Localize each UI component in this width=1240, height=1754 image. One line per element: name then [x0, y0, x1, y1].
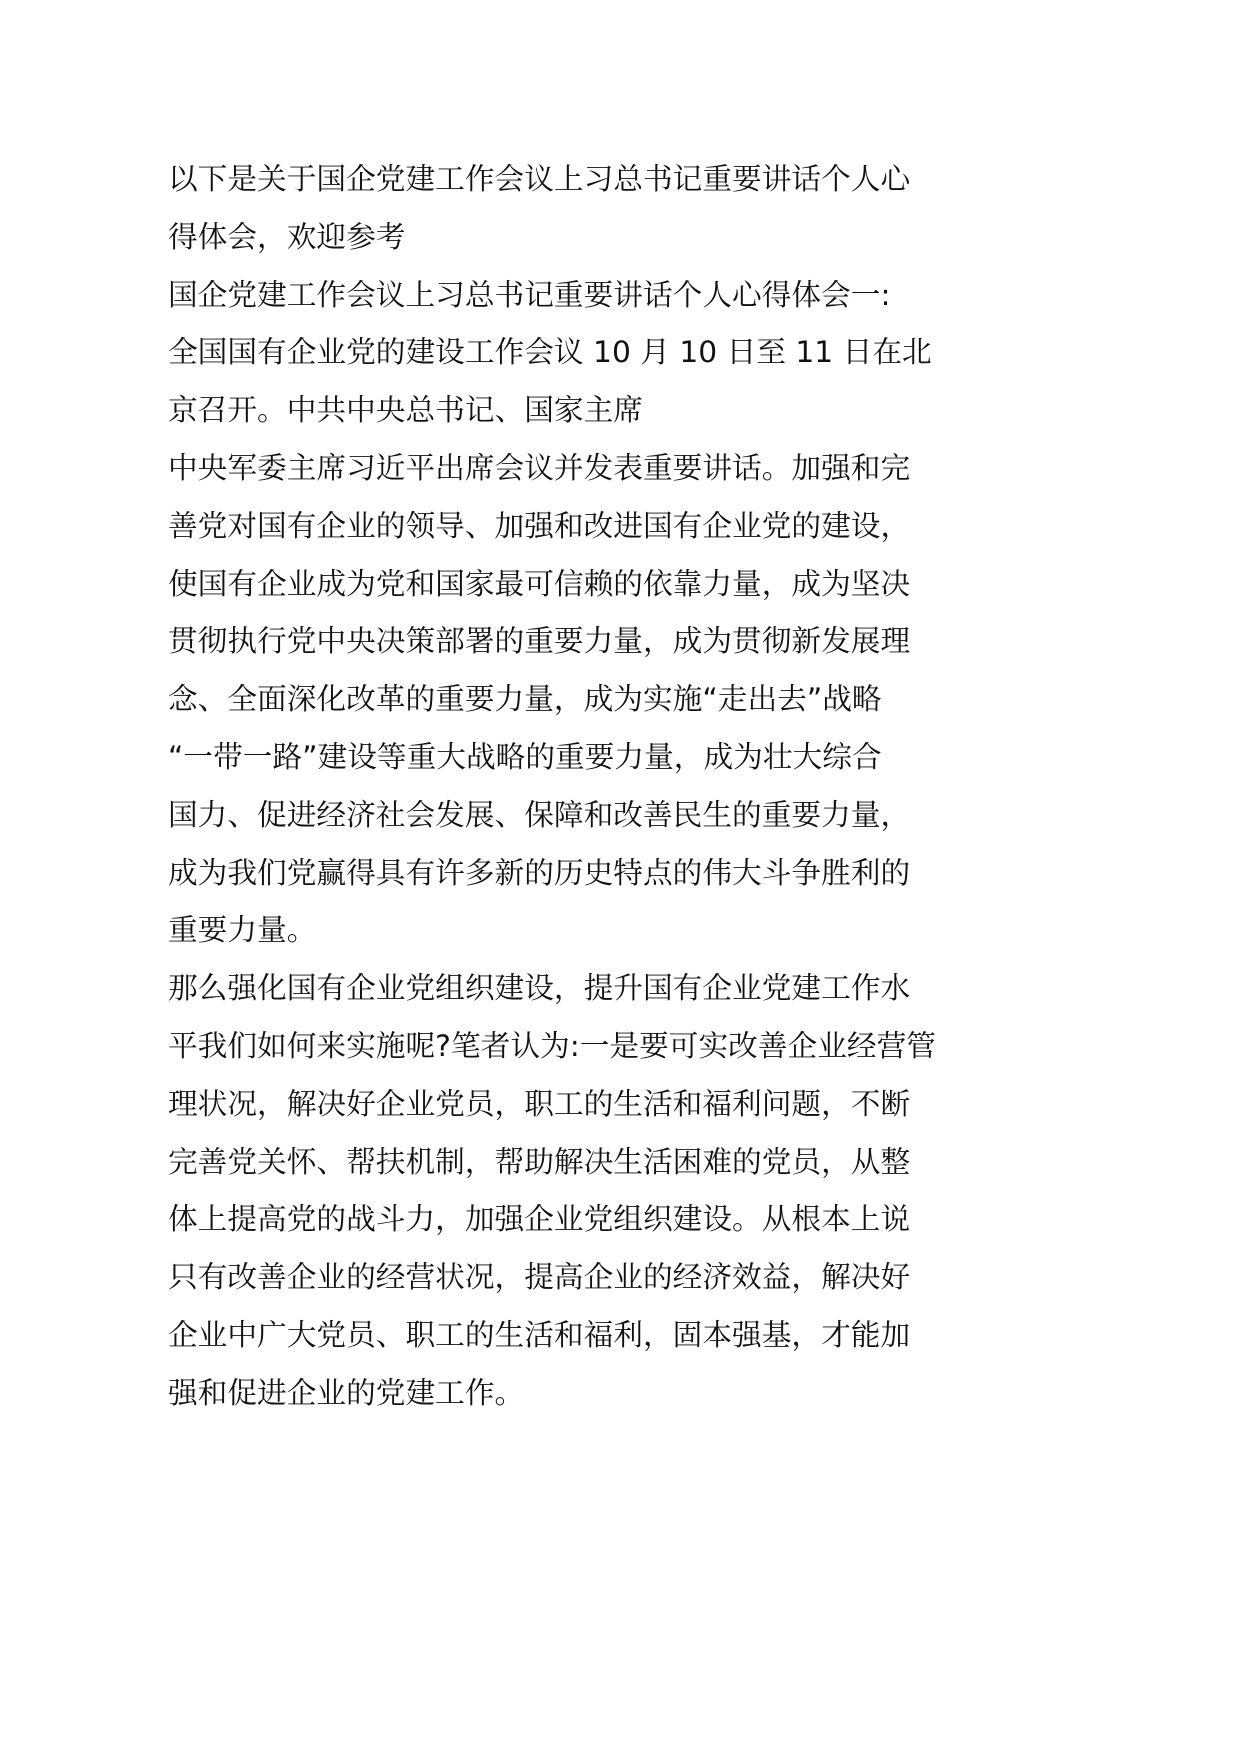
- text-line: 中央军委主席习近平出席会议并发表重要讲话。加强和完: [168, 450, 911, 486]
- text-line: 体上提高党的战斗力，加强企业党组织建设。从根本上说: [168, 1202, 911, 1238]
- text-line: 国企党建工作会议上习总书记重要讲话个人心得体会一:: [168, 277, 891, 313]
- paragraph: [168, 960, 958, 1422]
- text-line: 善党对国有企业的领导、加强和改进国有企业党的建设，: [168, 508, 911, 544]
- text-line: 以下是关于国企党建工作会议上习总书记重要讲话个人心: [168, 162, 911, 197]
- text-line: 使国有企业成为党和国家最可信赖的依靠力量，成为坚决: [168, 566, 911, 602]
- text-line: 贯彻执行党中央决策部署的重要力量，成为贯彻新发展理: [168, 624, 911, 660]
- text-line: 成为我们党赢得具有许多新的历史特点的伟大斗争胜利的: [168, 855, 911, 891]
- text-line: 念、全面深化改革的重要力量，成为实施“走出去”战略: [168, 682, 882, 718]
- text-line: 重要力量。: [168, 913, 317, 949]
- document-body: [168, 151, 958, 1423]
- text-line: 理状况，解决好企业党员，职工的生活和福利问题，不断: [168, 1086, 911, 1122]
- text-line: 全国国有企业党的建设工作会议 10 月 10 日至 11 日在北: [168, 335, 932, 371]
- text-line: 企业中广大党员、职工的生活和福利，固本强基，才能加: [168, 1317, 911, 1353]
- paragraph: [168, 267, 958, 325]
- text-line: 得体会，欢迎参考: [168, 219, 406, 255]
- text-line: 完善党关怀、帮扶机制，帮助解决生活困难的党员，从整: [168, 1144, 911, 1180]
- text-line: 只有改善企业的经营状况，提高企业的经济效益，解决好: [168, 1260, 911, 1296]
- text-line: 强和促进企业的党建工作。: [168, 1375, 525, 1411]
- text-line: 平我们如何来实施呢?笔者认为:一是要可实改善企业经营管: [168, 1028, 936, 1064]
- paragraph: [168, 440, 958, 960]
- paragraph: [168, 324, 958, 440]
- text-line: 京召开。中共中央总书记、国家主席: [168, 393, 643, 429]
- text-line: 国力、促进经济社会发展、保障和改善民生的重要力量，: [168, 797, 911, 833]
- text-line: 那么强化国有企业党组织建设，提升国有企业党建工作水: [168, 971, 911, 1007]
- paragraph: [168, 151, 958, 267]
- text-line: “一带一路”建设等重大战略的重要力量，成为壮大综合: [168, 739, 882, 775]
